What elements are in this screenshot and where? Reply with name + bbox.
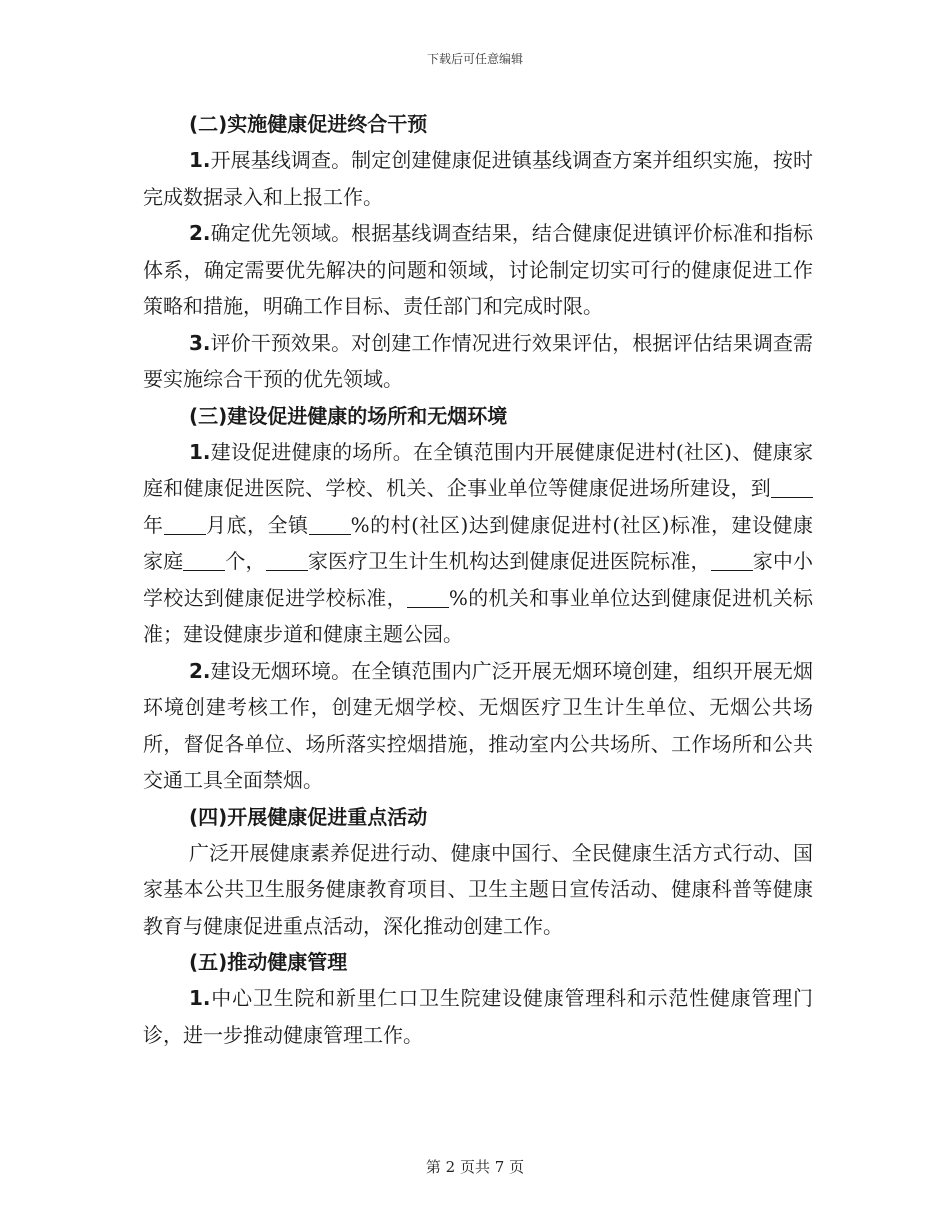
paragraph-text: 家中小学校达到健康促进学校标准，: [143, 549, 814, 610]
fill-blank-month[interactable]: [164, 514, 206, 535]
fill-blank-hospital-count[interactable]: [266, 550, 308, 571]
paragraph-key-activities: 广泛开展健康素养促进行动、健康中国行、全民健康生活方式行动、国家基本公共卫生服务健康教育项目、卫生主题日宣传活动、健康科普等健康教育与健康促进重点活动，深化推动创建工作。: [143, 840, 813, 938]
item-number: 1.: [189, 986, 211, 1010]
item-number: 2.: [189, 221, 211, 245]
fill-blank-family-count[interactable]: [183, 550, 225, 571]
paragraph-text: 家医疗卫生计生机构达到健康促进医院标准，: [307, 549, 711, 573]
paragraph-text: %的机关和事业单位达到健康促进机关标准；建设健康步道和健康主题公园。: [143, 585, 814, 646]
section-heading-4: (四)开展健康促进重点活动: [189, 804, 428, 829]
document-body: [143, 106, 813, 1053]
paragraph-text: 个，: [225, 549, 266, 573]
paragraph-text: %的村(社区)达到健康促进村(社区)标准，建设健康家庭: [143, 512, 814, 573]
item-number: 1.: [189, 148, 211, 172]
fill-blank-agency-percent[interactable]: [407, 587, 449, 608]
paragraph-evaluation: [143, 325, 813, 398]
item-number: 1.: [189, 439, 211, 464]
section-heading-3: (三)建设促进健康的场所和无烟环境: [189, 403, 508, 428]
paragraph-priority-areas: [143, 215, 813, 325]
fill-blank-year[interactable]: [771, 477, 813, 498]
paragraph-text: 开展基线调查。制定创建健康促进镇基线调查方案并组织实施，按时完成数据录入和上报工作。: [143, 148, 813, 209]
paragraph-health-management: [143, 980, 813, 1053]
paragraph-baseline-survey: [143, 142, 813, 215]
paragraph-text: 年: [143, 512, 164, 537]
section-heading-5: (五)推动健康管理: [189, 950, 348, 974]
paragraph-text: 评价干预效果。对创建工作情况进行效果评估，根据评估结果调查需要实施综合干预的优先领域。: [143, 330, 813, 391]
paragraph-text: 建设无烟环境。在全镇范围内广泛开展无烟环境创建，组织开展无烟环境创建考核工作，创建无烟学校、无烟医疗卫生计生单位、无烟公共场所，督促各单位、场所落实控烟措施，推动室内公共场所、工作场所和公共交通工具全面禁烟。: [143, 658, 813, 792]
page-header: 下载后可任意编辑: [426, 52, 523, 66]
page-footer: 第 2 页共 7 页: [425, 1158, 525, 1176]
paragraph-text: 月底，全镇: [205, 512, 309, 537]
item-number: 2.: [189, 658, 211, 683]
fill-blank-school-count[interactable]: [711, 550, 753, 571]
paragraph-text: 确定优先领域。根据基线调查结果，结合健康促进镇评价标准和指标体系，确定需要优先解决的问题和领域，讨论制定切实可行的健康促进工作策略和措施，明确工作目标、责任部门和完成时限。: [143, 221, 813, 318]
item-number: 3.: [189, 330, 211, 355]
paragraph-text: 建设促进健康的场所。在全镇范围内开展健康促进村(社区)、健康家庭和健康促进医院、学校、机关、企事业单位等健康促进场所建设，到: [143, 439, 813, 500]
fill-blank-village-percent[interactable]: [309, 514, 351, 535]
paragraph-text: 中心卫生院和新里仁口卫生院建设健康管理科和示范性健康管理门诊，进一步推动健康管理工作。: [143, 986, 813, 1047]
paragraph-smoke-free: [143, 653, 813, 799]
paragraph-healthy-venues: [143, 434, 813, 653]
section-heading-2: (二)实施健康促进终合干预: [189, 112, 428, 136]
